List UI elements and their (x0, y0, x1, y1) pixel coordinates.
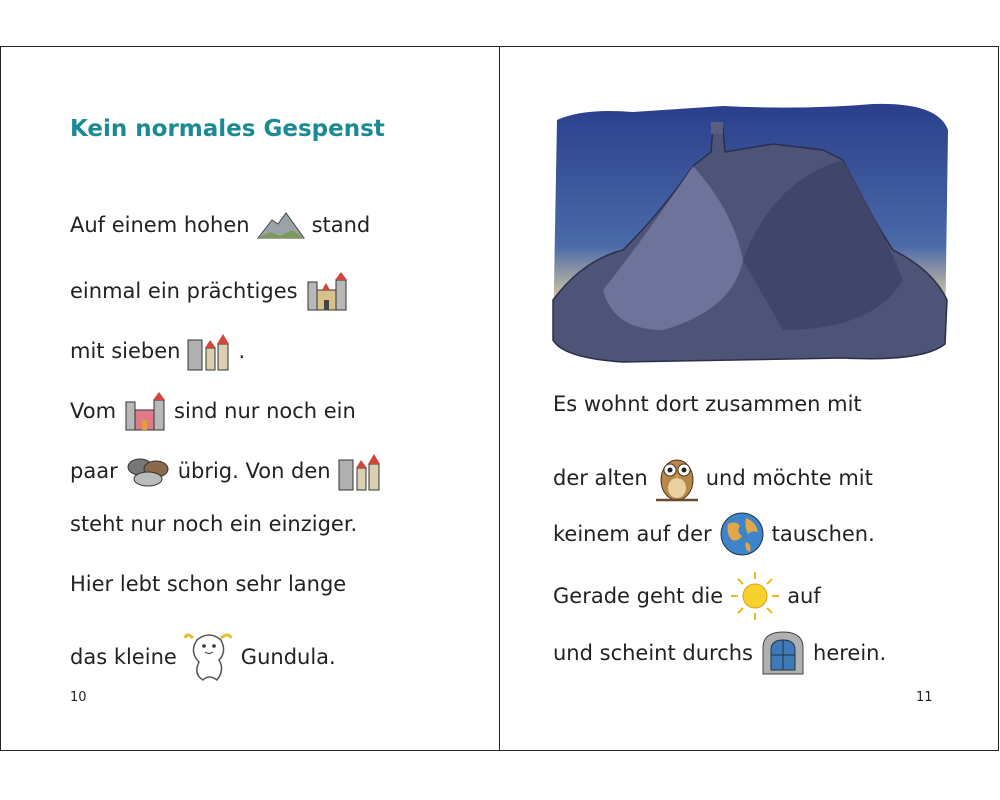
page-number-right: 11 (916, 690, 933, 705)
page-title: Kein normales Gespenst (70, 116, 385, 142)
text-segment: Hier lebt schon sehr lange (70, 572, 347, 596)
text-segment: und möchte mit (705, 466, 873, 490)
text-line (553, 570, 821, 622)
text-segment: Gerade geht die (553, 584, 724, 608)
text-line (70, 630, 336, 684)
book-spine (499, 46, 500, 751)
text-line (553, 630, 886, 676)
text-segment: Auf einem hohen (70, 213, 250, 237)
text-line (70, 270, 356, 312)
castle-mountain-illustration (543, 100, 955, 368)
text-segment: mit sieben (70, 339, 181, 363)
text-segment: auf (787, 584, 821, 608)
text-segment: Vom (70, 399, 117, 423)
text-segment: und scheint durchs (553, 641, 754, 665)
text-segment: keinem auf der (553, 522, 712, 546)
towers-icon (337, 450, 383, 492)
text-segment: stand (311, 213, 371, 237)
text-line (70, 210, 370, 240)
text-segment: das kleine (70, 645, 177, 669)
text-segment: sind nur noch ein (174, 399, 356, 423)
sun-icon (729, 570, 781, 622)
castle-icon (122, 390, 168, 432)
text-segment: herein. (813, 641, 887, 665)
text-segment: tauschen. (771, 522, 875, 546)
text-line (70, 570, 346, 598)
text-line (553, 510, 875, 558)
text-segment: einmal ein prächtiges (70, 279, 298, 303)
mountain-icon (256, 210, 306, 240)
ghost-icon (183, 630, 235, 684)
text-segment: Es wohnt dort zusammen mit (553, 392, 862, 416)
text-segment: . (238, 339, 246, 363)
towers-icon (186, 330, 232, 372)
text-line (553, 450, 873, 506)
castle-icon (304, 270, 350, 312)
globe-icon (718, 510, 766, 558)
text-line (553, 390, 862, 418)
owl-icon (654, 450, 700, 506)
text-line (70, 510, 357, 538)
text-segment: Gundula. (240, 645, 336, 669)
window-icon (759, 630, 807, 676)
text-line (70, 450, 389, 492)
text-segment: paar (70, 459, 118, 483)
page-number-left: 10 (70, 690, 87, 705)
text-line (70, 330, 245, 372)
text-segment: der alten (553, 466, 648, 490)
text-segment: übrig. Von den (177, 459, 331, 483)
stones-icon (124, 453, 172, 489)
text-line (70, 390, 356, 432)
text-segment: steht nur noch ein einziger. (70, 512, 358, 536)
